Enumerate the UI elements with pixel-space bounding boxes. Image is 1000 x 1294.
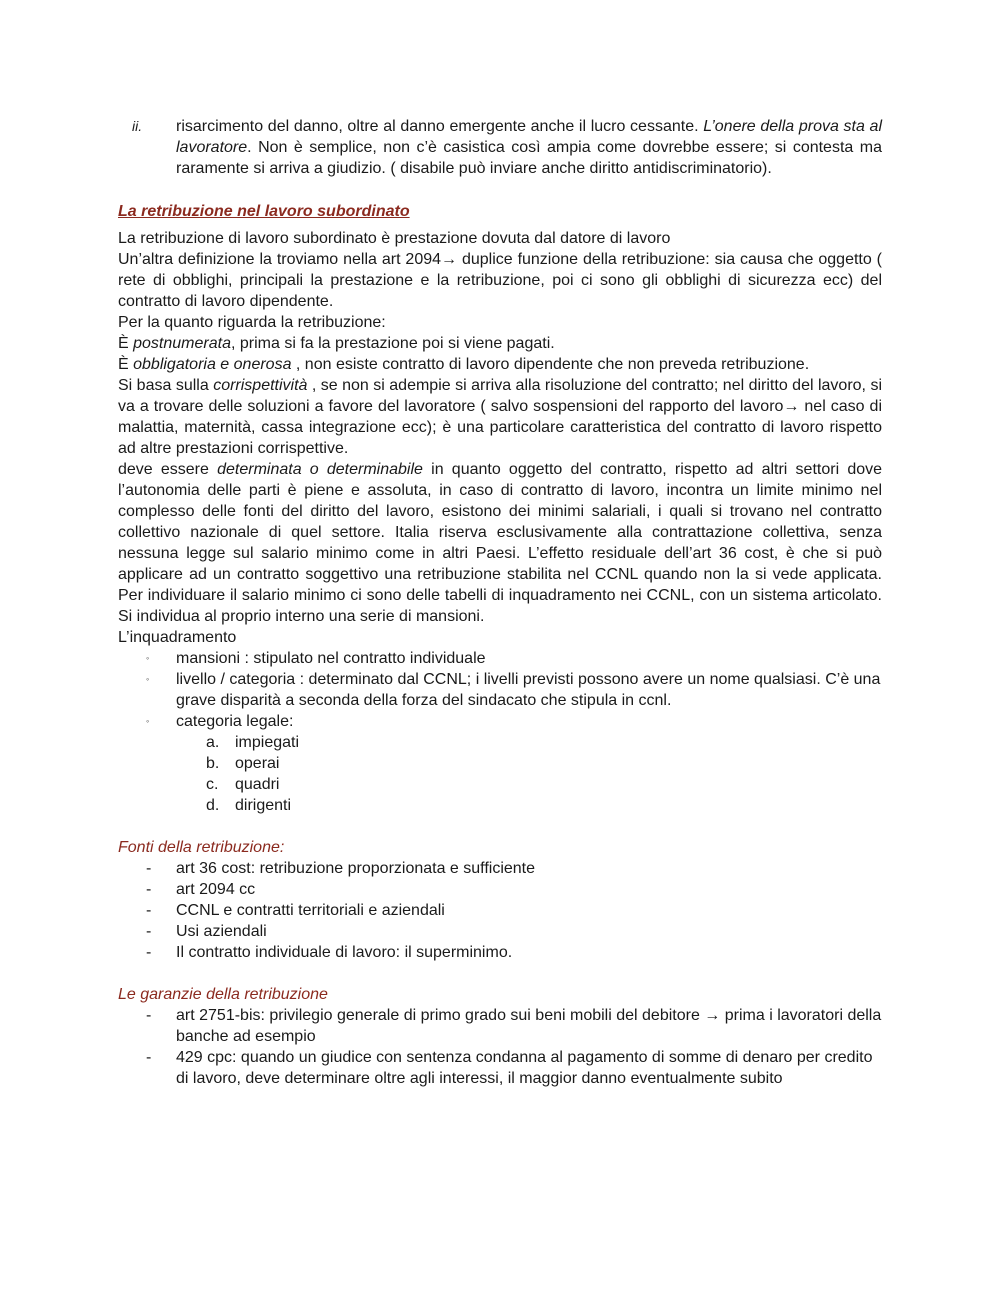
list-marker: b. — [206, 755, 220, 772]
section-heading-garanzie: Le garanzie della retribuzione — [118, 986, 328, 1003]
list-item-text: impiegati — [235, 734, 300, 751]
list-item — [118, 921, 882, 942]
text: deve essere — [118, 461, 218, 478]
paragraph: La retribuzione di lavoro subordinato è prestazione dovuta dal datore di lavoro — [118, 230, 671, 247]
circle-bullet-icon: ◦ — [146, 653, 150, 663]
italic-term: postnumerata — [133, 335, 231, 352]
categoria-legale-list — [118, 732, 882, 816]
list-item-ii — [118, 116, 882, 179]
italic-term: obbligatoria e onerosa — [133, 356, 292, 373]
list-item-text: operai — [235, 755, 280, 772]
paragraph — [118, 333, 882, 354]
list-item-text: Il contratto individuale di lavoro: il superminimo. — [176, 944, 513, 961]
section-heading-fonti: Fonti della retribuzione: — [118, 839, 285, 856]
list-item-text: Usi aziendali — [176, 923, 267, 940]
list-item-text: 429 cpc: quando un giudice con sentenza condanna al pagamento di somme di denaro per credito di lavoro, deve determinare oltre agli interessi, il maggior danno eventualmente subito — [176, 1049, 873, 1087]
dash-bullet-icon: - — [146, 881, 152, 898]
item-text-cont: . Non è semplice, non c’è casistica così ampia come dovrebbe essere; si contesta ma raramente si arriva a giudizio. ( disabile può inviare anche diritto antidiscriminatorio). — [176, 139, 882, 177]
list-item — [118, 900, 882, 921]
item-italic-text: L’onere della prova sta al lavoratore — [176, 118, 882, 156]
document-page — [118, 116, 882, 1089]
list-item — [118, 648, 882, 669]
list-item — [118, 669, 882, 711]
list-item — [118, 732, 882, 753]
garanzie-list — [118, 1005, 882, 1089]
text: Si basa sulla — [118, 377, 214, 394]
list-item-text: dirigenti — [235, 797, 292, 814]
list-marker: d. — [206, 797, 220, 814]
text: , se non si adempie si arriva alla risoluzione del contratto; nel diritto del lavoro, si va a trovare delle soluzioni a favore del lavoratore ( salvo sospensioni del rapporto del lavoro→ nel caso di malattia, maternità, cassa integrazione ecc); è una particolare caratteristica del contratto di lavoro rispetto ad altre prestazioni corrispettive. — [118, 377, 882, 457]
list-item-text: art 36 cost: retribuzione proporzionata e sufficiente — [176, 860, 536, 877]
list-item — [118, 858, 882, 879]
list-item — [118, 795, 882, 816]
list-marker: a. — [206, 734, 220, 751]
list-item — [118, 711, 882, 732]
fonti-list — [118, 858, 882, 963]
list-item — [118, 879, 882, 900]
paragraph — [118, 375, 882, 459]
list-item-text: mansioni : stipulato nel contratto individuale — [176, 650, 486, 667]
list-marker: c. — [206, 776, 219, 793]
text: in quanto oggetto del contratto, rispetto ad altri settori dove l’autonomia delle parti è piene e assoluta, in caso di contratto di lavoro, incontra un limite minimo nel complesso delle fonti del diritto del lavoro, esistono dei minimi salariali, i quali si trovano nel contratto collettivo nazionale di quel settore. Italia riserva esclusivamente alla contrattazione collettiva, senza nessuna legge sul salario minimo come in altri Paesi. L’effetto residuale dell’art 36 cost, è che si può applicare ad un contratto soggettivo una retribuzione stabilita nel CCNL quando non la si vede applicata. Per individuare il salario minimo ci sono delle tabelli di inquadramento nei CCNL, con un sistema articolato. Si individua al proprio interno una serie di mansioni. — [118, 461, 883, 625]
list-item-text: livello / categoria : determinato dal CCNL; i livelli previsti possono avere un nome qualsiasi. C’è una grave disparità a seconda della forza del sindacato che stipula in ccnl. — [176, 671, 881, 709]
paragraph — [118, 354, 882, 375]
text: , prima si fa la prestazione poi si viene pagati. — [230, 335, 555, 352]
section-heading-retribuzione: La retribuzione nel lavoro subordinato — [118, 203, 410, 220]
inquadramento-list — [118, 648, 882, 732]
italic-term: determinata o determinabile — [217, 461, 423, 478]
list-item-text: quadri — [235, 776, 280, 793]
list-marker: ii. — [132, 118, 143, 134]
paragraph: L’inquadramento — [118, 629, 237, 646]
list-item — [118, 942, 882, 963]
list-item — [118, 753, 882, 774]
paragraph: Per la quanto riguarda la retribuzione: — [118, 314, 386, 331]
text: È — [118, 335, 134, 352]
list-item — [118, 774, 882, 795]
circle-bullet-icon: ◦ — [146, 716, 150, 726]
dash-bullet-icon: - — [146, 860, 152, 877]
list-item — [118, 1005, 882, 1047]
paragraph — [118, 459, 882, 627]
circle-bullet-icon: ◦ — [146, 674, 150, 684]
dash-bullet-icon: - — [146, 1049, 152, 1066]
dash-bullet-icon: - — [146, 902, 152, 919]
list-item — [118, 1047, 882, 1089]
text: , non esiste contratto di lavoro dipendente che non preveda retribuzione. — [291, 356, 810, 373]
dash-bullet-icon: - — [146, 1007, 152, 1024]
text: È — [118, 356, 134, 373]
list-item-text: art 2751-bis: privilegio generale di primo grado sui beni mobili del debitore → prima i lavoratori della banche ad esempio — [176, 1007, 882, 1045]
list-item-text: categoria legale: — [176, 713, 294, 730]
italic-term: corrispettività — [213, 377, 308, 394]
item-text: risarcimento del danno, oltre al danno emergente anche il lucro cessante. — [176, 118, 704, 135]
list-item-text: art 2094 cc — [176, 881, 256, 898]
dash-bullet-icon: - — [146, 923, 152, 940]
dash-bullet-icon: - — [146, 944, 152, 961]
paragraph: Un’altra definizione la troviamo nella art 2094→ duplice funzione della retribuzione: sia causa che oggetto ( rete di obblighi, principali la prestazione e la retribuzione, poi ci sono gli obblighi di sicurezza ecc) del contratto di lavoro dipendente. — [118, 251, 882, 310]
list-item-text: CCNL e contratti territoriali e aziendali — [176, 902, 445, 919]
